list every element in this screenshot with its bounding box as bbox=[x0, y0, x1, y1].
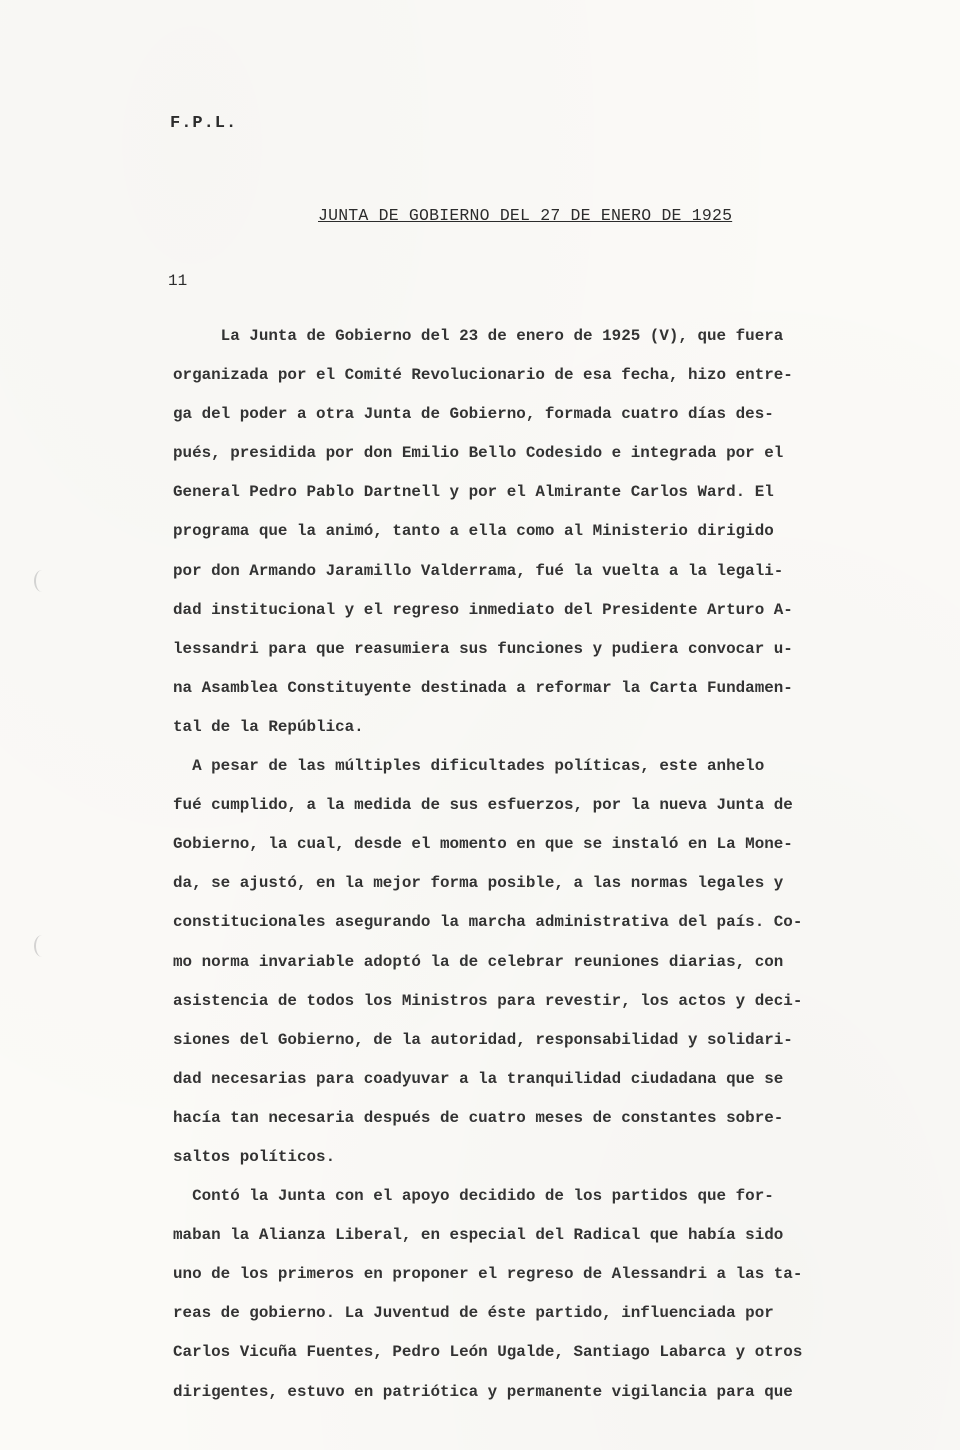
text-line: por don Armando Jaramillo Valderrama, fué la vuelta a la legali- bbox=[173, 561, 784, 580]
text-line: siones del Gobierno, de la autoridad, responsabilidad y solidari- bbox=[173, 1030, 793, 1049]
text-line: ga del poder a otra Junta de Gobierno, formada cuatro días des- bbox=[173, 405, 774, 424]
text-line: Carlos Vicuña Fuentes, Pedro León Ugalde, Santiago Labarca y otros bbox=[173, 1343, 803, 1362]
text-line: General Pedro Pablo Dartnell y por el Almirante Carlos Ward. El bbox=[173, 483, 774, 502]
text-line: pués, presidida por don Emilio Bello Codesido e integrada por el bbox=[173, 444, 784, 463]
text-line: Contó la Junta con el apoyo decidido de los partidos que for- bbox=[173, 1187, 774, 1206]
page-number: 11 bbox=[168, 272, 188, 290]
text-line: na Asamblea Constituyente destinada a reformar la Carta Fundamen- bbox=[173, 678, 793, 697]
text-line: A pesar de las múltiples dificultades políticas, este anhelo bbox=[173, 757, 765, 776]
text-line: lessandri para que reasumiera sus funciones y pudiera convocar u- bbox=[173, 639, 793, 658]
punch-hole-mark bbox=[34, 935, 50, 957]
text-line: dirigentes, estuvo en patriótica y permanente vigilancia para que bbox=[173, 1382, 793, 1401]
author-initials: F.P.L. bbox=[170, 114, 238, 133]
text-line: organizada por el Comité Revolucionario de esa fecha, hizo entre- bbox=[173, 366, 793, 385]
text-line: dad institucional y el regreso inmediato del Presidente Arturo A- bbox=[173, 600, 793, 619]
document-title: JUNTA DE GOBIERNO DEL 27 DE ENERO DE 1925 bbox=[318, 206, 733, 225]
text-line: saltos políticos. bbox=[173, 1147, 336, 1166]
punch-hole-mark bbox=[34, 570, 50, 592]
text-line: fué cumplido, a la medida de sus esfuerzos, por la nueva Junta de bbox=[173, 796, 793, 815]
text-line: da, se ajustó, en la mejor forma posible, a las normas legales y bbox=[173, 874, 784, 893]
text-line: reas de gobierno. La Juventud de éste partido, influenciada por bbox=[173, 1304, 774, 1323]
text-line: uno de los primeros en proponer el regreso de Alessandri a las ta- bbox=[173, 1265, 803, 1284]
text-line: asistencia de todos los Ministros para revestir, los actos y deci- bbox=[173, 991, 803, 1010]
text-line: La Junta de Gobierno del 23 de enero de 1925 (V), que fuera bbox=[173, 327, 784, 345]
text-line: programa que la animó, tanto a ella como al Ministerio dirigido bbox=[173, 522, 774, 541]
text-line: mo norma invariable adoptó la de celebrar reuniones diarias, con bbox=[173, 952, 784, 971]
text-line: hacía tan necesaria después de cuatro meses de constantes sobre- bbox=[173, 1108, 784, 1127]
text-line: tal de la República. bbox=[173, 717, 364, 736]
text-line: Gobierno, la cual, desde el momento en que se instaló en La Mone- bbox=[173, 835, 793, 854]
body-text bbox=[173, 317, 901, 1412]
text-line: maban la Alianza Liberal, en especial del Radical que había sido bbox=[173, 1226, 784, 1245]
text-line: dad necesarias para coadyuvar a la tranquilidad ciudadana que se bbox=[173, 1069, 784, 1088]
text-line: constitucionales asegurando la marcha administrativa del país. Co- bbox=[173, 913, 803, 932]
